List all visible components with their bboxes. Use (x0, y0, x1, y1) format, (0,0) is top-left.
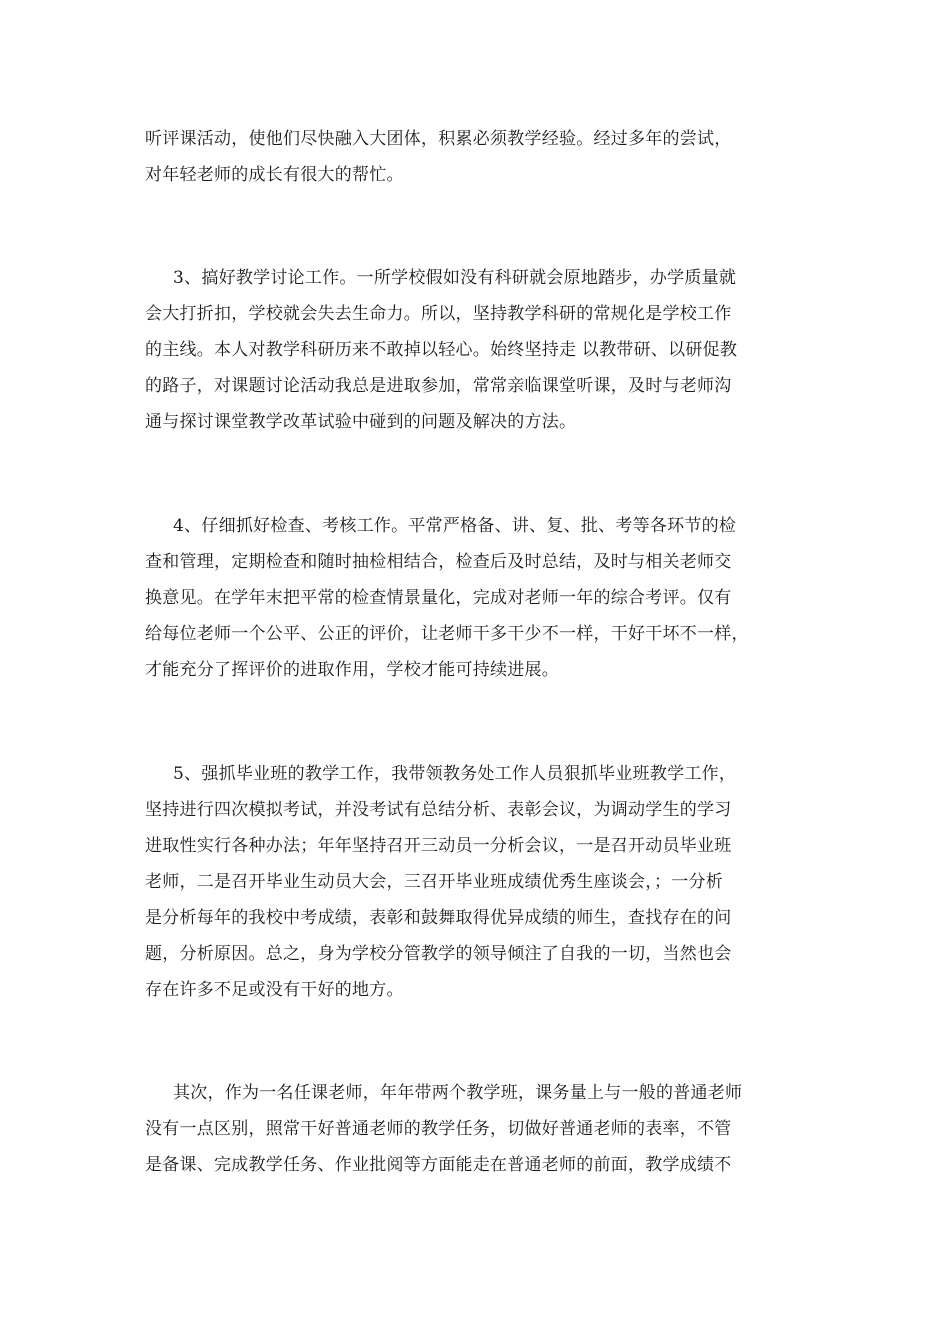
paragraph-4-line-2: 坚持进行四次模拟考试，并没考试有总结分析、表彰会议，为调动学生的学习 (145, 800, 732, 820)
paragraph-2-line-1: 3、搞好教学讨论工作。一所学校假如没有科研就会原地踏步，办学质量就 (173, 268, 737, 288)
paragraph-5-line-3: 是备课、完成教学任务、作业批阅等方面能走在普通老师的前面，教学成绩不 (145, 1155, 732, 1175)
paragraph-2-line-4: 的路子，对课题讨论活动我总是进取参加，常常亲临课堂听课，及时与老师沟 (145, 376, 732, 396)
paragraph-2-line-3: 的主线。本人对教学科研历来不敢掉以轻心。始终坚持走 以教带研、以研促教 (145, 340, 738, 360)
paragraph-4-line-7: 存在许多不足或没有干好的地方。 (145, 980, 404, 1000)
paragraph-4-line-5: 是分析每年的我校中考成绩，表彰和鼓舞取得优异成绩的师生，查找存在的问 (145, 908, 732, 928)
paragraph-3-line-2: 查和管理，定期检查和随时抽检相结合，检查后及时总结，及时与相关老师交 (145, 552, 732, 572)
paragraph-5-line-2: 没有一点区别，照常干好普通老师的教学任务，切做好普通老师的表率，不管 (145, 1119, 732, 1139)
paragraph-3-line-4: 给每位老师一个公平、公正的评价，让老师干多干少不一样，干好干坏不一样， (145, 624, 749, 644)
paragraph-5-line-1: 其次，作为一名任课老师，年年带两个教学班，课务量上与一般的普通老师 (173, 1083, 743, 1103)
paragraph-4-line-6: 题，分析原因。总之，身为学校分管教学的领导倾注了自我的一切，当然也会 (145, 944, 732, 964)
paragraph-1-line-2: 对年轻老师的成长有很大的帮忙。 (145, 165, 404, 185)
paragraph-4-line-4: 老师，二是召开毕业生动员大会，三召开毕业班成绩优秀生座谈会，；一分析 (145, 872, 723, 892)
paragraph-3-line-1: 4、仔细抓好检查、考核工作。平常严格备、讲、复、批、考等各环节的检 (173, 516, 737, 536)
paragraph-3-line-3: 换意见。在学年末把平常的检查情景量化，完成对老师一年的综合考评。仅有 (145, 588, 732, 608)
paragraph-2-line-5: 通与探讨课堂教学改革试验中碰到的问题及解决的方法。 (145, 412, 577, 432)
paragraph-2-line-2: 会大打折扣，学校就会失去生命力。所以，坚持教学科研的常规化是学校工作 (145, 304, 732, 324)
paragraph-4-line-1: 5、强抓毕业班的教学工作，我带领教务处工作人员狠抓毕业班教学工作， (173, 764, 737, 784)
paragraph-3-line-5: 才能充分了挥评价的进取作用，学校才能可持续进展。 (145, 660, 559, 680)
paragraph-1-line-1: 听评课活动，使他们尽快融入大团体，积累必须教学经验。经过多年的尝试， (145, 129, 732, 149)
paragraph-4-line-3: 进取性实行各种办法；年年坚持召开三动员一分析会议，一是召开动员毕业班 (145, 836, 732, 856)
